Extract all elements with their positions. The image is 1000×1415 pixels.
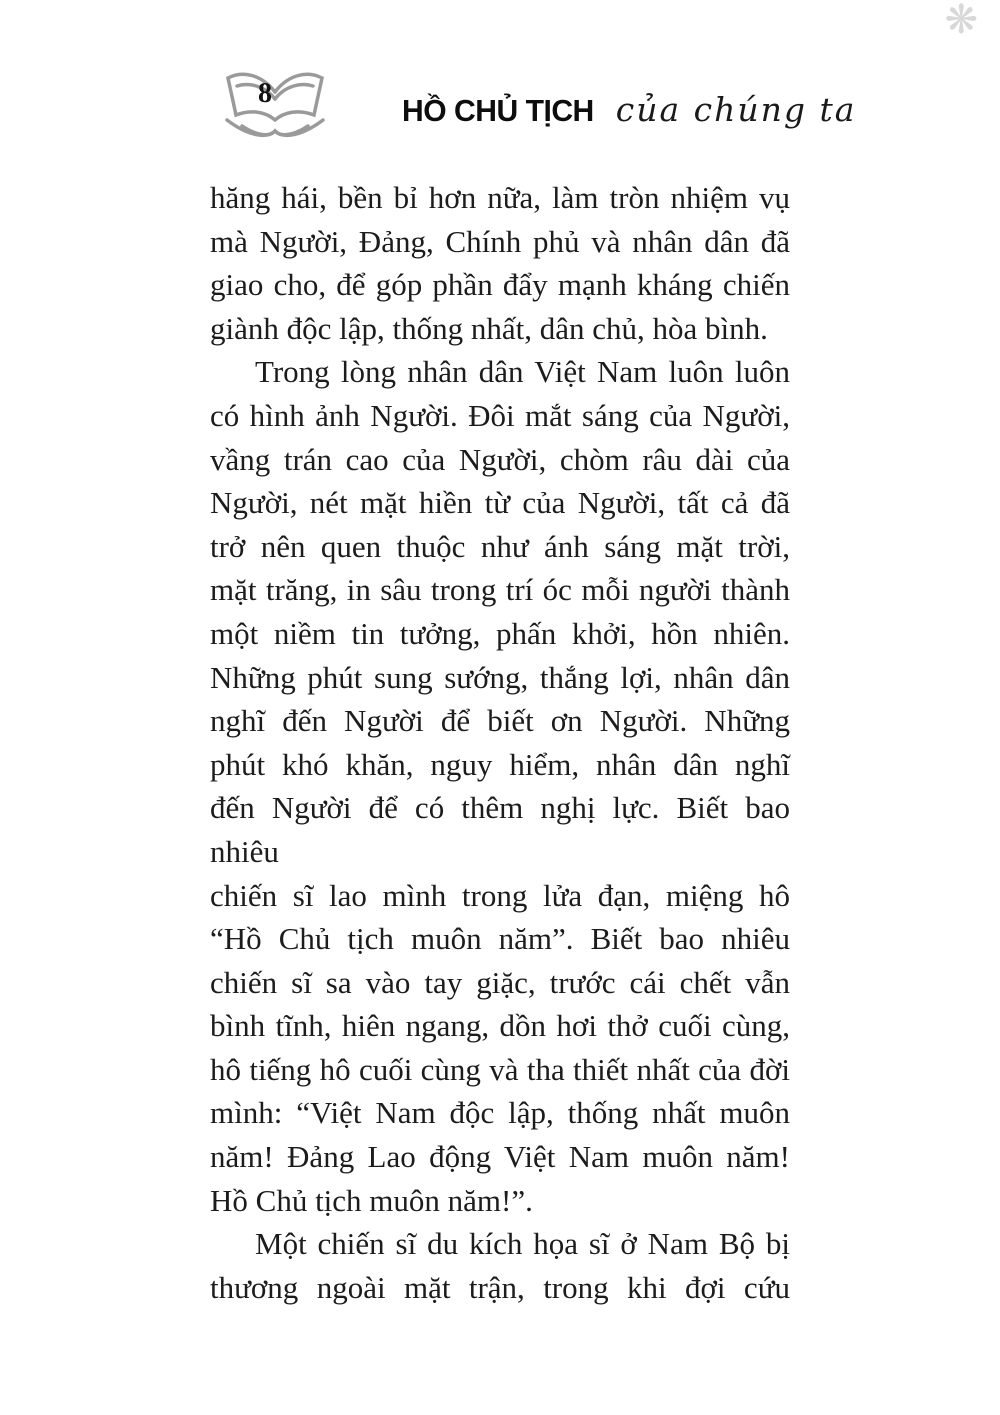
text-line: Những phút sung sướng, thắng lợi, nhân dân [210, 659, 790, 695]
text-line: chiến sĩ lao mình trong lửa đạn, miệng hô [210, 877, 790, 913]
running-title [402, 90, 856, 129]
text-line: Một chiến sĩ du kích họa sĩ ở Nam Bộ bị [255, 1226, 790, 1262]
text-line: đến Người để có thêm nghị lực. Biết bao nhiêu [210, 790, 790, 869]
text-line: mà Người, Đảng, Chính phủ và nhân dân đã [210, 223, 790, 259]
text-line: mình: “Việt Nam độc lập, thống nhất muôn [210, 1095, 790, 1131]
text-line: bình tĩnh, hiên ngang, dồn hơi thở cuối cùng, [210, 1008, 790, 1044]
text-line: Trong lòng nhân dân Việt Nam luôn luôn [255, 354, 790, 390]
open-book-icon [220, 66, 330, 150]
text-line: giành độc lập, thống nhất, dân chủ, hòa bình. [210, 310, 768, 346]
text-line: hô tiếng hô cuối cùng và tha thiết nhất của đời [210, 1051, 790, 1087]
text-line: một niềm tin tưởng, phấn khởi, hồn nhiên. [210, 615, 790, 651]
text-line: chiến sĩ sa vào tay giặc, trước cái chết vẫn [210, 964, 790, 1000]
text-line: vầng trán cao của Người, chòm râu dài của [210, 441, 790, 477]
text-line: giao cho, để góp phần đẩy mạnh kháng chiến [210, 267, 790, 303]
text-line: trở nên quen thuộc như ánh sáng mặt trời, [210, 528, 790, 564]
book-subtitle: của chúng ta [615, 90, 857, 129]
page-number-badge [220, 66, 330, 150]
text-line: Hồ Chủ tịch muôn năm!”. [210, 1182, 533, 1218]
text-line: phút khó khăn, nguy hiểm, nhân dân nghĩ [210, 746, 790, 782]
book-title: HỒ CHỦ TỊCH [402, 93, 594, 128]
text-line: Người, nét mặt hiền từ của Người, tất cả đã [210, 485, 790, 521]
flower-ornament-icon: ❋ [944, 0, 978, 43]
text-line: “Hồ Chủ tịch muôn năm”. Biết bao nhiêu [210, 921, 790, 957]
text-line: mặt trăng, in sâu trong trí óc mỗi người thành [210, 572, 790, 608]
text-line: có hình ảnh Người. Đôi mắt sáng của Người, [210, 397, 790, 433]
text-line: năm! Đảng Lao động Việt Nam muôn năm! [210, 1139, 790, 1175]
text-line: thương ngoài mặt trận, trong khi đợi cứu [210, 1269, 790, 1305]
page-number: 8 [258, 78, 272, 109]
text-line: hăng hái, bền bỉ hơn nữa, làm tròn nhiệm vụ [210, 180, 790, 215]
page-body [210, 176, 790, 1309]
text-line: nghĩ đến Người để biết ơn Người. Những [210, 703, 790, 739]
